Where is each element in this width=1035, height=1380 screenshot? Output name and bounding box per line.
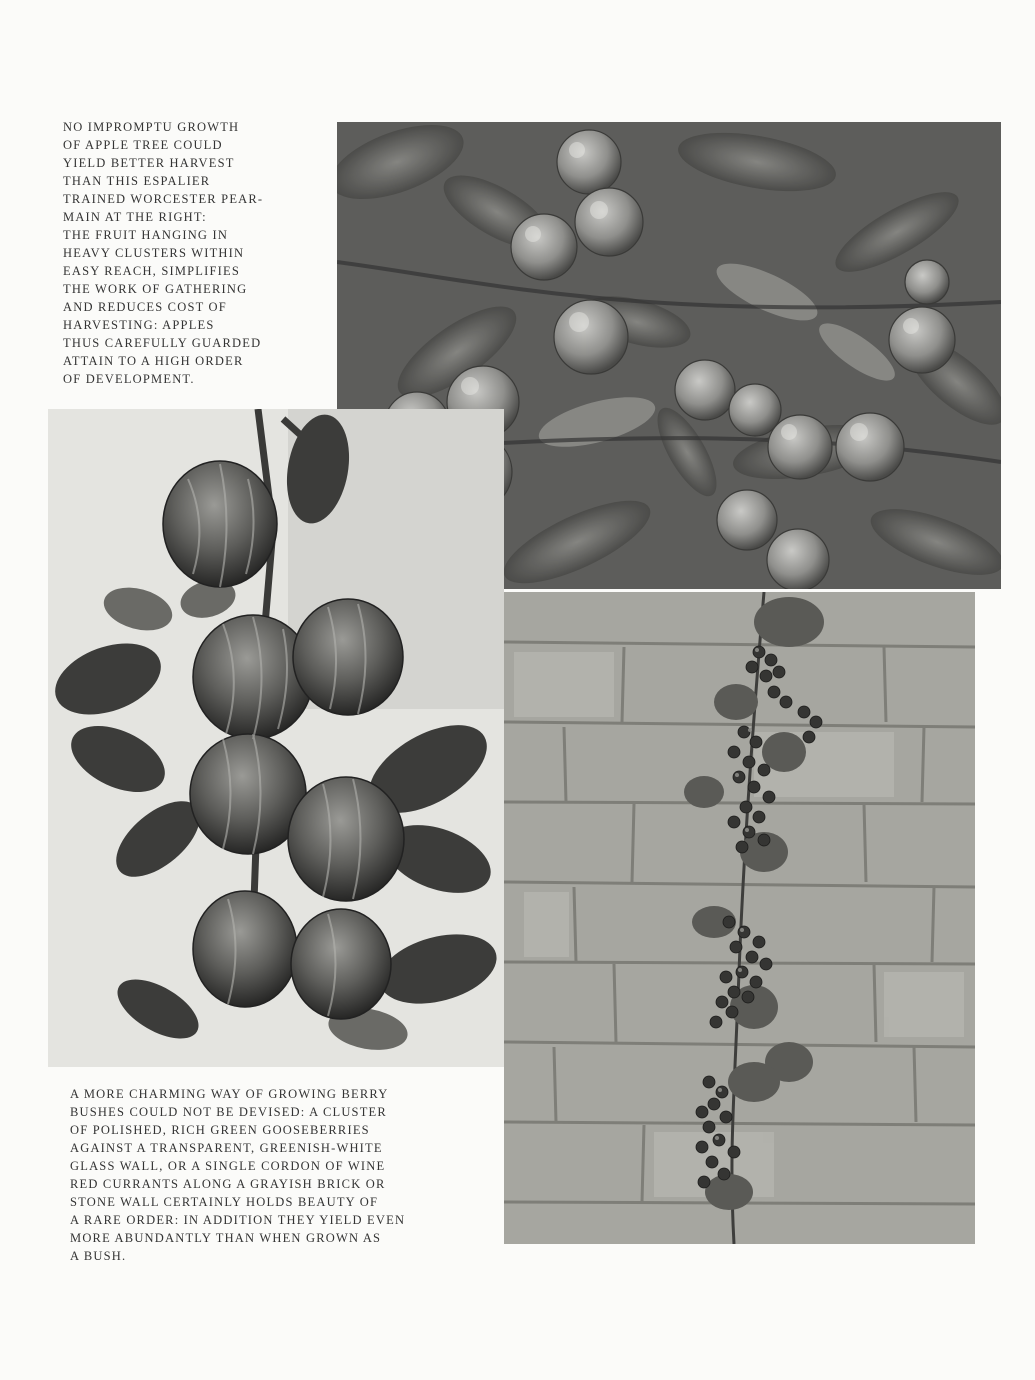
apple-caption: NO IMPROMPTU GROWTH OF APPLE TREE COULD YIELD BETTER HARVEST THAN THIS ESPALIER TRAINED WORCESTER PEAR- MAIN AT THE RIGHT: THE FRUIT HANGING IN HEAVY CLUSTERS WITHIN EASY REACH, SIMPLIFIES THE WORK OF GATHERING AND REDUCES COST OF HARVESTING: APPLES THUS CAREFULLY GUARDED ATTAIN TO A HIGH ORDER OF DEVELOPMENT. bbox=[63, 120, 264, 386]
gooseberries-photo bbox=[48, 409, 504, 1067]
currants-brick-wall-photo bbox=[504, 592, 975, 1244]
berries-caption: A MORE CHARMING WAY OF GROWING BERRY BUSHES COULD NOT BE DEVISED: A CLUSTER OF POLISHED, RICH GREEN GOOSEBERRIES AGAINST A TRANSPARENT, GREENISH-WHITE GLASS WALL, OR A SINGLE CORDON OF WINE RED CURRANTS ALONG A GRAYISH BRICK OR STONE WALL CERTAINLY HOLDS BEAUTY OF A RARE ORDER: IN ADDITION THEY YIELD EVEN MORE ABUNDANTLY THAN WHEN GROWN AS A BUSH. bbox=[70, 1087, 406, 1263]
